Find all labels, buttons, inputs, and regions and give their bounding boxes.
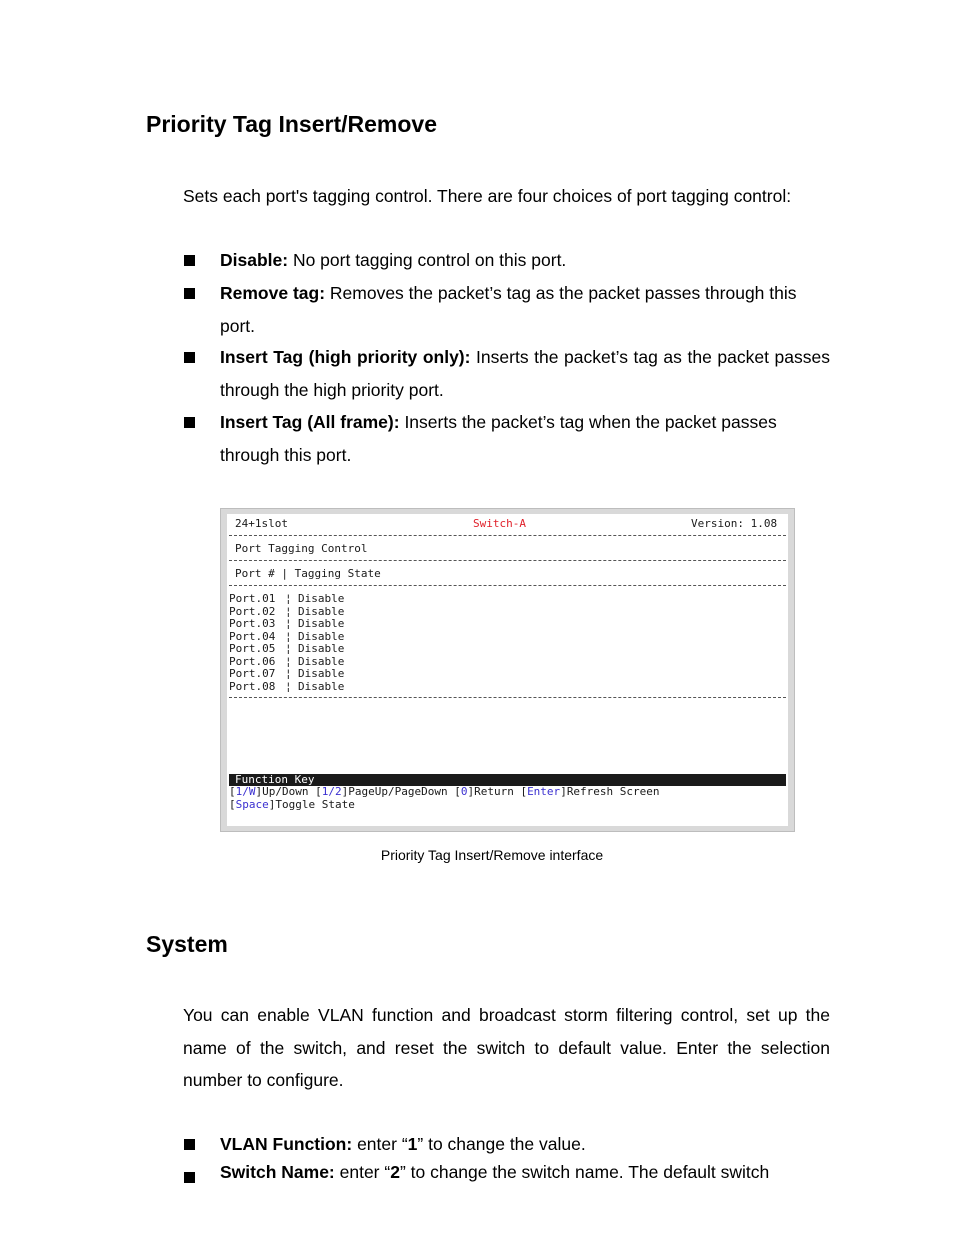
tagging-state-value[interactable]: Disable <box>298 604 345 618</box>
tagging-state-value[interactable]: Disable <box>298 679 345 693</box>
tagging-state-value[interactable]: Disable <box>298 629 345 643</box>
square-bullet-icon <box>184 255 195 266</box>
function-key-description: Toggle State <box>275 798 355 811</box>
bullet-insert-tag-high <box>183 341 830 406</box>
terminal-version: Version: 1.08 <box>691 517 778 530</box>
bullet-remove-tag <box>183 277 830 342</box>
port-row-label: Port.02 <box>229 604 276 618</box>
bullet-insert-tag-all <box>183 406 830 471</box>
function-keys-line-1: [1/W]Up/Down [1/2]PageUp/PageDown [0]Return [Enter]Refresh Screen <box>229 785 660 798</box>
column-separator: ¦ <box>285 629 292 643</box>
function-key[interactable]: 0 <box>460 785 468 798</box>
square-bullet-icon <box>184 288 195 299</box>
bullet-text: enter “ <box>352 1134 408 1154</box>
column-separator: ¦ <box>285 654 292 668</box>
function-key[interactable]: 1/W <box>235 785 256 798</box>
figure-caption: Priority Tag Insert/Remove interface <box>380 847 604 863</box>
column-separator: ¦ <box>285 642 292 655</box>
function-key-title: Function Key <box>235 773 315 786</box>
bullet-label: Switch Name: <box>220 1162 335 1182</box>
tagging-state-value[interactable]: Disable <box>298 592 345 605</box>
port-row-label: Port.04 <box>229 629 276 643</box>
bullet-switch-name <box>183 1161 830 1183</box>
section-title-system: System <box>146 931 228 957</box>
function-key[interactable]: Space <box>235 798 269 811</box>
column-separator: ¦ <box>285 592 292 605</box>
bullet-disable <box>183 244 830 277</box>
function-key[interactable]: Enter <box>527 785 561 798</box>
section-title-priority-tag: Priority Tag Insert/Remove <box>146 111 437 137</box>
divider <box>229 535 786 536</box>
bullet-text: ” to change the switch name. The default switch <box>399 1162 770 1182</box>
section-intro-priority-tag: Sets each port's tagging control. There are four choices of port tagging control: <box>183 186 792 206</box>
square-bullet-icon <box>184 1139 195 1150</box>
tagging-state-value[interactable]: Disable <box>298 642 345 655</box>
port-row-label: Port.08 <box>229 679 276 693</box>
terminal-screen <box>227 514 788 826</box>
port-row-label: Port.03 <box>229 617 276 630</box>
terminal-column-header: Port # | Tagging State <box>235 567 381 580</box>
port-row-label: Port.06 <box>229 654 276 668</box>
tagging-state-value[interactable]: Disable <box>298 667 345 680</box>
bullet-label: Insert Tag (high priority only): <box>220 347 471 367</box>
function-key[interactable]: 1/2 <box>321 785 342 798</box>
function-key-description: Return <box>474 785 521 798</box>
column-separator: ¦ <box>285 679 292 693</box>
port-row-label: Port.05 <box>229 642 276 655</box>
tagging-state-value[interactable]: Disable <box>298 617 345 630</box>
divider <box>229 697 786 698</box>
bullet-label: Remove tag: <box>220 283 326 303</box>
bullet-label: Disable: <box>220 250 289 270</box>
function-key-description: Refresh Screen <box>566 785 660 798</box>
function-key-description: PageUp/PageDown <box>348 785 455 798</box>
terminal-model: 24+1slot <box>235 517 288 530</box>
bullet-text: enter “ <box>334 1162 391 1182</box>
port-row-label: Port.07 <box>229 667 276 680</box>
bullet-text: Removes the packet’s tag as the packet passes through this port. <box>220 283 797 336</box>
selection-number: 1 <box>407 1134 418 1154</box>
divider <box>229 560 786 561</box>
bullet-label: Insert Tag (All frame): <box>220 412 400 432</box>
terminal-screenshot <box>220 508 795 832</box>
function-keys-line-2: [Space]Toggle State <box>229 798 355 811</box>
divider <box>229 585 786 586</box>
terminal-switch-name: Switch-A <box>473 517 526 530</box>
section-intro-system: You can enable VLAN function and broadcast storm filtering control, set up the name of the switch, and reset the switch to default value. Enter the selection number to configure. <box>183 1005 830 1090</box>
column-separator: ¦ <box>285 667 292 680</box>
bullet-label: VLAN Function: <box>220 1134 353 1154</box>
bullet-text: Inserts the packet’s tag when the packet passes through this port. <box>220 412 777 465</box>
square-bullet-icon <box>184 417 195 428</box>
bullet-text: No port tagging control on this port. <box>288 250 567 270</box>
bullet-text: Inserts the packet’s tag as the packet passes through the high priority port. <box>220 347 830 400</box>
tagging-state-value[interactable]: Disable <box>298 654 345 668</box>
bullet-vlan-function <box>183 1128 830 1161</box>
selection-number: 2 <box>390 1162 400 1182</box>
column-separator: ¦ <box>285 604 292 618</box>
square-bullet-icon <box>184 352 195 363</box>
square-bullet-icon <box>184 1172 195 1183</box>
function-key-description: Up/Down <box>262 785 316 798</box>
port-row-label: Port.01 <box>229 592 276 605</box>
terminal-screen-title: Port Tagging Control <box>235 542 368 555</box>
bullet-text: ” to change the value. <box>417 1134 586 1154</box>
column-separator: ¦ <box>285 617 292 630</box>
